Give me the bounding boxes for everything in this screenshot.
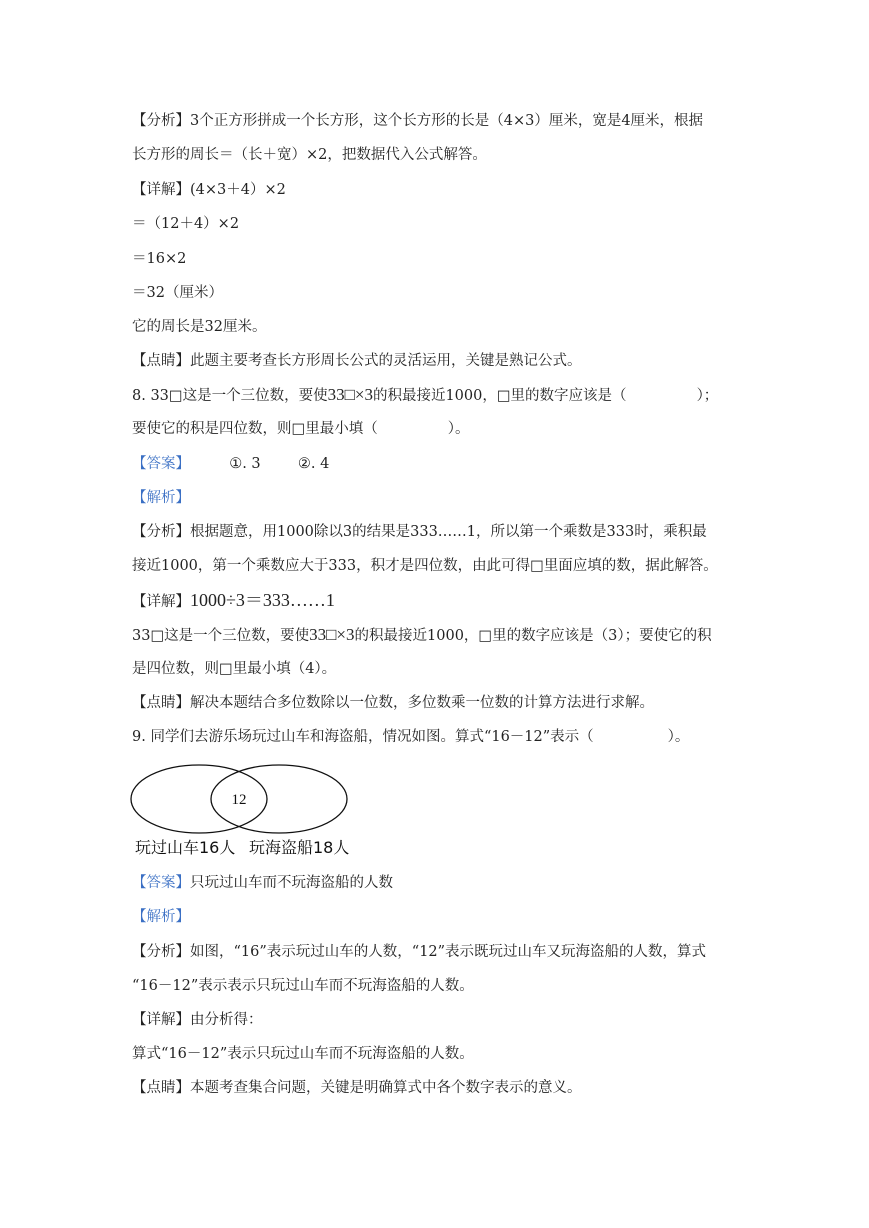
q8-answer-1: ①. 3 [229,456,261,472]
q8-explain-label: 【解析】 [132,490,190,506]
q9-question-text-b: ）。 [667,729,690,745]
q8-detail-text-a: 33□这是一个三位数，要使 [132,628,310,644]
q9-question-line [132,727,689,747]
q7-analysis-line-1: 【分析】3个正方形拼成一个长方形，这个长方形的长是（4×3）厘米，宽是4厘米，根据 [132,113,704,129]
q9-answer-label: 【答案】 [132,875,190,891]
q8-answer-line [132,454,329,474]
q8-analysis-line-1: 【分析】根据题意，用1000除以3的结果是333……1，所以第一个乘数是333时，乘积最 [132,524,707,540]
q7-detail-line-4: ＝32（厘米） [132,285,223,301]
q9-detail-line-2: 算式“16－12”表示只玩过山车而不玩海盗船的人数。 [132,1046,474,1062]
q8-question-text-a: 8. 33□这是一个三位数，要使 [132,388,328,404]
q9-detail-line-1: 【详解】由分析得： [132,1012,263,1028]
q9-answer-line [132,873,393,893]
q8-analysis-line-2: 接近1000，第一个乘数应大于333，积才是四位数，由此可得□里面应填的数，据此解答。 [132,558,718,574]
q8-detail-math-2: 33□×3 [309,625,355,644]
venn-right-label: 玩海盗船18人 [249,838,350,857]
venn-left-ellipse [131,765,267,833]
q8-question-text-d: 要使它的积是四位数，则□里最小填（ [132,421,378,437]
q7-detail-line-3: ＝16×2 [132,251,187,267]
venn-left-label: 玩过山车16人 [135,838,236,857]
q8-question-line-1 [132,385,718,406]
q7-detail-line-2: ＝（12＋4）×2 [132,216,240,232]
q9-question-text-a: 9. 同学们去游乐场玩过山车和海盗船，情况如图。算式“16－12”表示（ [132,729,594,745]
q9-analysis-line-2: “16－12”表示表示只玩过山车而不玩海盗船的人数。 [132,978,474,994]
q8-detail-line-3: 是四位数，则□里最小填（4）。 [132,661,337,677]
q8-question-line-2 [132,419,469,439]
q8-detail-label: 【详解】 [132,594,190,610]
q9-answer-text: 只玩过山车而不玩海盗船的人数 [190,875,393,891]
q8-question-text-b: 的积最接近1000，□里的数字应该是（ [372,388,627,404]
q8-detail-line-2 [132,625,712,646]
q9-explain-label: 【解析】 [132,909,190,925]
q8-answer-label: 【答案】 [132,456,190,472]
q7-analysis-line-2: 长方形的周长＝（长＋宽）×2，把数据代入公式解答。 [132,147,487,163]
q8-detail-math: 1000÷3＝333……1 [190,590,335,610]
q8-question-text-c: ）； [696,388,719,404]
venn-diagram [128,760,352,840]
q7-comment: 【点睛】此题主要考查长方形周长公式的灵活运用，关键是熟记公式。 [132,353,582,369]
q7-detail-line-5: 它的周长是32厘米。 [132,319,267,335]
venn-overlap-value: 12 [231,792,247,808]
q8-detail-text-b: 的积最接近1000，□里的数字应该是（3）；要使它的积 [354,628,712,644]
q8-question-text-e: ）。 [447,421,470,437]
q9-comment: 【点睛】本题考查集合问题，关键是明确算式中各个数字表示的意义。 [132,1080,582,1096]
q8-comment: 【点睛】解决本题结合多位数除以一位数，多位数乘一位数的计算方法进行求解。 [132,695,654,711]
q8-answer-2: ②. 4 [297,456,330,472]
q8-question-math: 33□×3 [327,385,373,404]
q7-detail-line-1: 【详解】(4×3＋4）×2 [132,182,286,198]
q9-analysis-line-1: 【分析】如图，“16”表示玩过山车的人数，“12”表示既玩过山车又玩海盗船的人数，算式 [132,944,707,960]
q8-detail-line-1 [132,590,335,612]
